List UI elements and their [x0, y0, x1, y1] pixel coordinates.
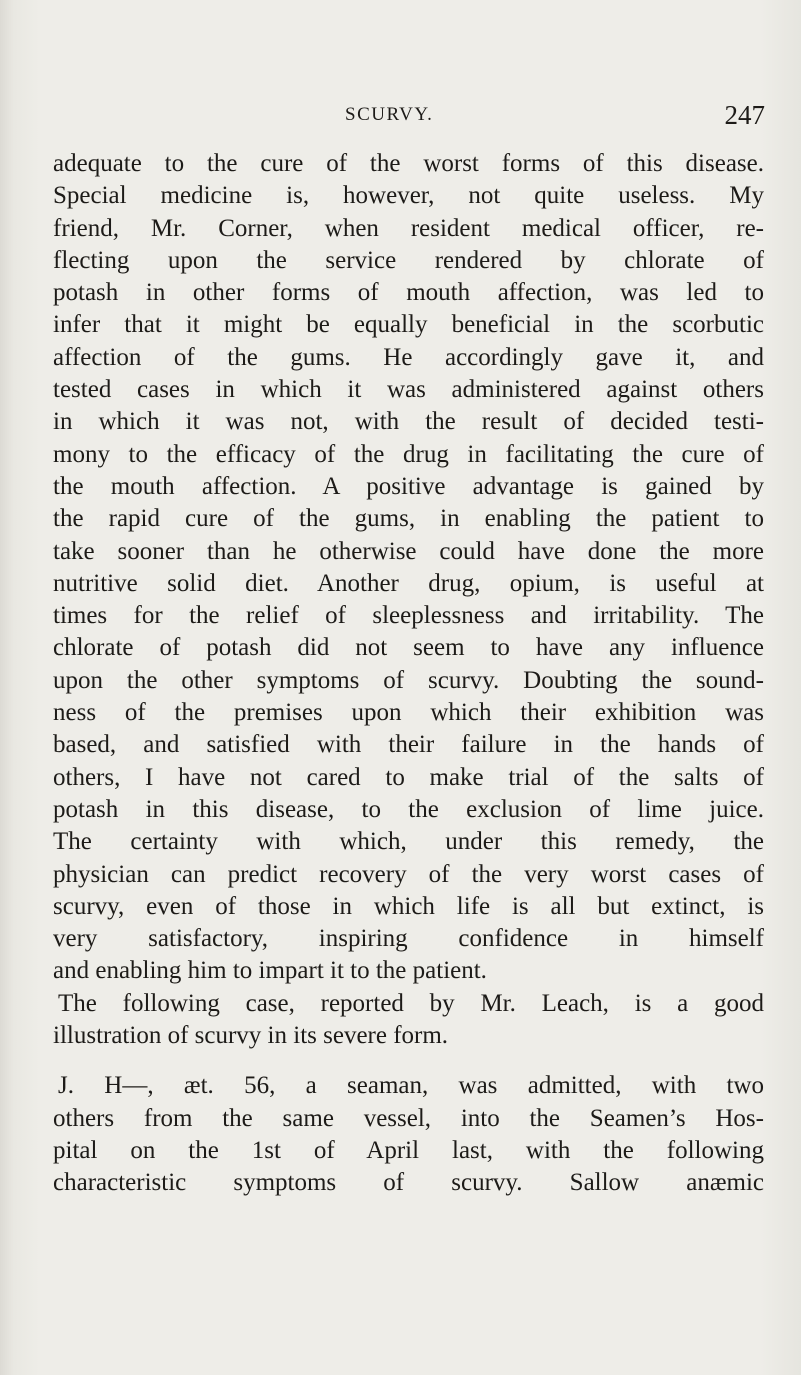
text-line: characteristic symptoms of scurvy. Sallow anæmic — [53, 1169, 764, 1197]
text-line: others, I have not cared to make trial of the salts of — [53, 763, 764, 791]
text-line: tested cases in which it was administered against others — [53, 376, 764, 404]
paragraph — [53, 988, 764, 1053]
text-line: potash in this disease, to the exclusion of lime juice. — [53, 795, 764, 823]
text-line: flecting upon the service rendered by chlorate of — [53, 246, 764, 274]
running-head — [345, 100, 765, 134]
text-line: the mouth affection. A positive advantage is gained by — [53, 472, 764, 500]
text-line: very satisfactory, inspiring confidence in himself — [53, 925, 764, 953]
text-line: The following case, reported by Mr. Leach, is a good — [58, 989, 764, 1017]
text-line: The certainty with which, under this remedy, the — [53, 828, 764, 856]
body-text — [53, 148, 764, 1200]
text-line: friend, Mr. Corner, when resident medical officer, re- — [53, 214, 764, 242]
text-line: in which it was not, with the result of decided testi- — [53, 408, 764, 436]
text-line: potash in other forms of mouth affection, was led to — [53, 279, 764, 307]
text-line: J. H—, æt. 56, a seaman, was admitted, with two — [58, 1072, 764, 1100]
text-line: ness of the premises upon which their exhibition was — [53, 699, 764, 727]
paragraph — [53, 1070, 764, 1199]
text-line: upon the other symptoms of scurvy. Doubting the sound- — [53, 666, 764, 694]
text-line: illustration of scurvy in its severe form. — [53, 1022, 449, 1050]
paragraph-gap — [53, 1052, 764, 1070]
page-number: 247 — [724, 100, 765, 130]
text-line: take sooner than he otherwise could have done the more — [53, 537, 764, 565]
text-line: scurvy, even of those in which life is all but extinct, is — [53, 892, 764, 920]
text-line: mony to the efficacy of the drug in facilitating the cure of — [53, 440, 764, 468]
text-line: Special medicine is, however, not quite useless. My — [53, 182, 764, 210]
text-line: times for the relief of sleeplessness and irritability. The — [53, 602, 764, 630]
text-line: adequate to the cure of the worst forms of this disease. — [53, 150, 764, 177]
text-line: chlorate of potash did not seem to have any influence — [53, 634, 764, 662]
text-line: the rapid cure of the gums, in enabling the patient to — [53, 505, 764, 533]
text-line: infer that it might be equally beneficial in the scorbutic — [53, 311, 764, 339]
text-line: and enabling him to impart it to the patient. — [53, 957, 487, 985]
paragraph — [53, 148, 764, 988]
text-line: pital on the 1st of April last, with the following — [53, 1136, 764, 1164]
text-line: physician can predict recovery of the very worst cases of — [53, 860, 764, 888]
text-line: affection of the gums. He accordingly gave it, and — [53, 343, 764, 371]
text-line: others from the same vessel, into the Seamen’s Hos- — [53, 1104, 764, 1132]
running-head-title: SCURVY. — [345, 104, 434, 125]
text-line: nutritive solid diet. Another drug, opium, is useful at — [53, 569, 764, 597]
text-line: based, and satisfied with their failure in the hands of — [53, 731, 764, 759]
